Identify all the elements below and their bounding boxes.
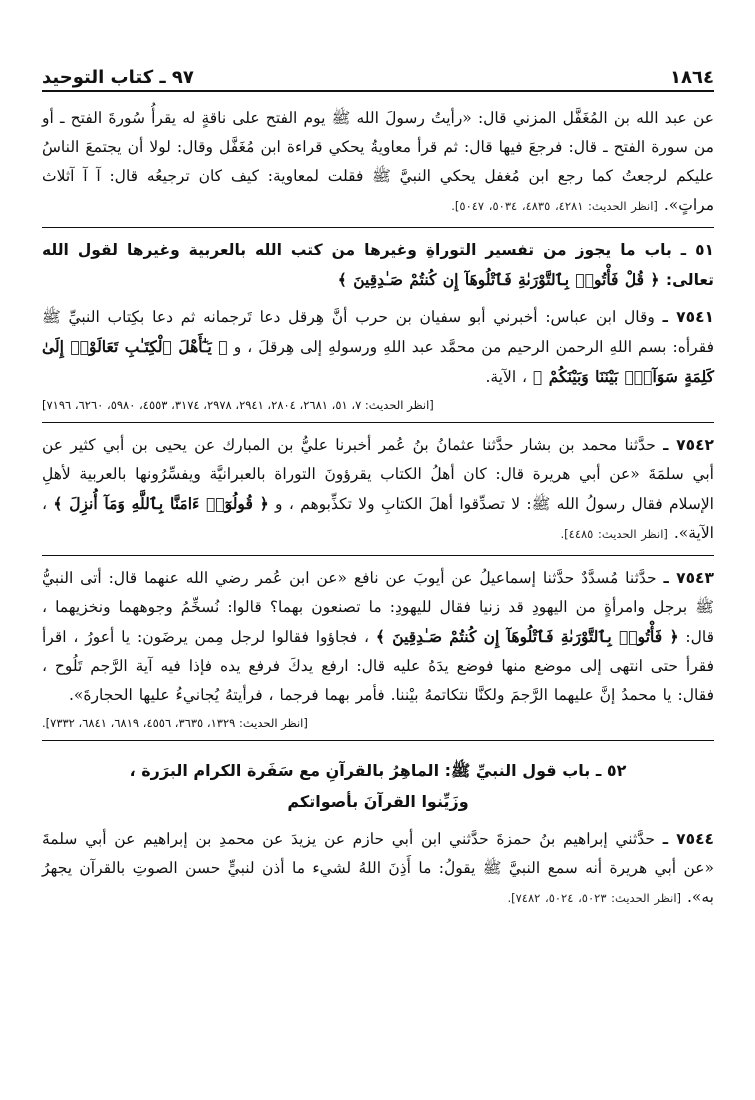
- hadith-reference: [انظر الحديث: ٧، ٥١، ٢٦٨١، ٢٨٠٤، ٢٩٤١، ٢٩٧٨، ٣١٧٤، ٤٥٥٣، ٥٩٨٠، ٦٢٦٠، ٧١٩٦]: [42, 398, 434, 412]
- hadith-reference: [انظر الحديث: ٤٢٨١، ٤٨٣٥، ٥٠٣٤، ٥٠٤٧].: [451, 199, 658, 213]
- chapter-title: ٥١ ـ باب ما يجوز من تفسير التوراةِ وغيرها من كتب الله بالعربية وغيرها لقول الله تعالى:: [42, 241, 714, 289]
- separator-line: [42, 740, 714, 741]
- book-page: [42, 58, 714, 1068]
- hadith-7543: [42, 564, 714, 710]
- hadith-number: ٧٥٤١ ـ: [662, 308, 715, 326]
- hadith-number: ٧٥٤٢ ـ: [663, 436, 714, 454]
- chapter-52-heading: [42, 755, 714, 817]
- page-content: [42, 104, 714, 913]
- separator-line: [42, 227, 714, 228]
- separator-line: [42, 555, 714, 556]
- running-header: [42, 58, 714, 92]
- hadith-7541: [42, 303, 714, 392]
- hadith-text-end: ، الآية».: [42, 495, 714, 542]
- book-title: ٩٧ ـ كتاب التوحيد: [42, 67, 194, 88]
- hadith-text: حدَّثني إبراهيم بنُ حمزةَ حدَّثني ابن أبي حازم عن يزيدَ عن محمدِ بن إبراهيم عن أبي سلمةَ «عن أبي هريرة أنه سمع النبيَّ ﷺ يقولُ: ما أَذِنَ اللهُ لشيء ما أذن لنبيٍّ حسن الصوتِ بالقرآن يجهرُ به».: [42, 830, 714, 906]
- hadith-7542: [42, 431, 714, 549]
- chapter-title-line2: وزَيِّنوا القرآنَ بأصواتكم: [287, 792, 469, 811]
- hadith-text-end: ، الآية.: [485, 368, 528, 386]
- hadith-text: حدَّثنا مُسدَّدٌ حدَّثنا إسماعيلُ عن أيوبَ عن نافع «عن ابن عُمر رضي الله عنهما قال: أتى النبيُّ ﷺ برجل وامرأةٍ من اليهودِ قد زنيا فقال لليهودِ: ما تصنعون بهما؟ قالوا: نُسخِّمُ وجوههما ونخزيهما ، قال:: [42, 569, 715, 646]
- hadith-text-end: ، فجاؤوا فقالوا لرجل مِمن يرضَون: يا أعورُ ، اقرأ فقرأ حتى انتهى إلى موضع منها فوضع يدَهُ عليه قال: ارفع يدكَ فرفع يده فإذا فيه آية الرَّجم تَلُوح ، فقال: يا محمدُ إنَّ عليهما الرَّجمَ ولكنَّا نتكاتمهُ بيْننا. فأمر بهما فرجما ، فرأيتهُ يُجانيءُ عليها الحجارةَ».: [42, 628, 714, 704]
- hadith-number: ٧٥٤٤ ـ: [662, 830, 714, 848]
- separator-line: [42, 422, 714, 423]
- quran-verse: ﴿ قُلْ فَأْتُوا۟ بِٱلتَّوْرَىٰةِ فَٱتْلُوهَآ إِن كُنتُمْ صَـٰدِقِينَ ﴾: [337, 270, 660, 289]
- page-number: ١٨٦٤: [670, 67, 714, 88]
- hadith-reference: [انظر الحديث: ٤٤٨٥].: [560, 527, 668, 541]
- hadith-number: ٧٥٤٣ ـ: [663, 569, 714, 587]
- quran-verse: ﴿ يَـٰٓأَهْلَ ٱلْكِتَـٰبِ تَعَالَوْا۟ إِلَىٰ كَلِمَةٍ سَوَآءٍۭ بَيْنَنَا وَبَيْنَكُمْ ﴾: [42, 337, 714, 386]
- hadith-text: عن عبد الله بن المُغَفَّل المزني قال: «رأيتُ رسولَ الله ﷺ يوم الفتح على ناقةٍ له يقرأُ سُورةَ الفتح ـ أو من سورة الفتح ـ قال: فرجعَ فيها قال: ثم قرأ معاويةُ يحكي قراءة ابن مُغَفَّل وقال: لولا أن يجتمعَ الناسُ عليكم لرجعتُ كما رجع ابن مُغفل يحكي النبيَّ ﷺ فقلت لمعاوية: كيف كان ترجيعُه قال: آ آ آثلاث مراتٍ».: [42, 109, 714, 214]
- hadith-reference: [انظر الحديث: ٥٠٢٣، ٥٠٢٤، ٧٤٨٢].: [507, 891, 682, 905]
- chapter-51-heading: [42, 236, 714, 295]
- quran-verse: ﴿ قُولُوٓا۟ ءَامَنَّا بِٱللَّهِ وَمَآ أُنزِلَ ﴾: [53, 494, 269, 513]
- chapter-title-line1: ٥٢ ـ باب قول النبيِّ ﷺ: الماهِرُ بالقرآنِ مع سَفَرة الكرام البرَرة ،: [129, 761, 627, 780]
- hadith-continuation: [42, 104, 714, 221]
- hadith-text: حدَّثنا محمد بن بشار حدَّثنا عثمانُ بنُ عُمر أخبرنا عليُّ بن المبارك عن يحيى بن أبي كثير عن أبي سلمَةَ «عن أبي هريرة قال: كان أهلُ الكتاب يقرؤونَ التوراة بالعبرانيَّة ويفسِّرُونها بالعربية لأهلِ الإسلام فقال رسولُ الله ﷺ: لا تصدِّقوا أهلَ الكتابِ ولا تكذِّبوهم ، و: [42, 436, 714, 513]
- hadith-text: وقال ابن عباس: أخبرني أبو سفيان بن حرب أنَّ هِرقل دعا تَرجمانه ثم دعا بكِتاب النبيِّ ﷺ فقرأه: بسم اللهِ الرحمن الرحيم من محمَّد عبد اللهِ ورسولهِ إلى هِرقلَ ، و: [42, 308, 714, 356]
- quran-verse: ﴿ فَأْتُوا۟ بِٱلتَّوْرَىٰةِ فَٱتْلُوهَآ إِن كُنتُمْ صَـٰدِقِينَ ﴾: [375, 627, 679, 646]
- hadith-7544: [42, 825, 714, 913]
- hadith-reference: [انظر الحديث: ١٣٢٩، ٣٦٣٥، ٤٥٥٦، ٦٨١٩، ٦٨٤١، ٧٣٣٢].: [42, 716, 308, 730]
